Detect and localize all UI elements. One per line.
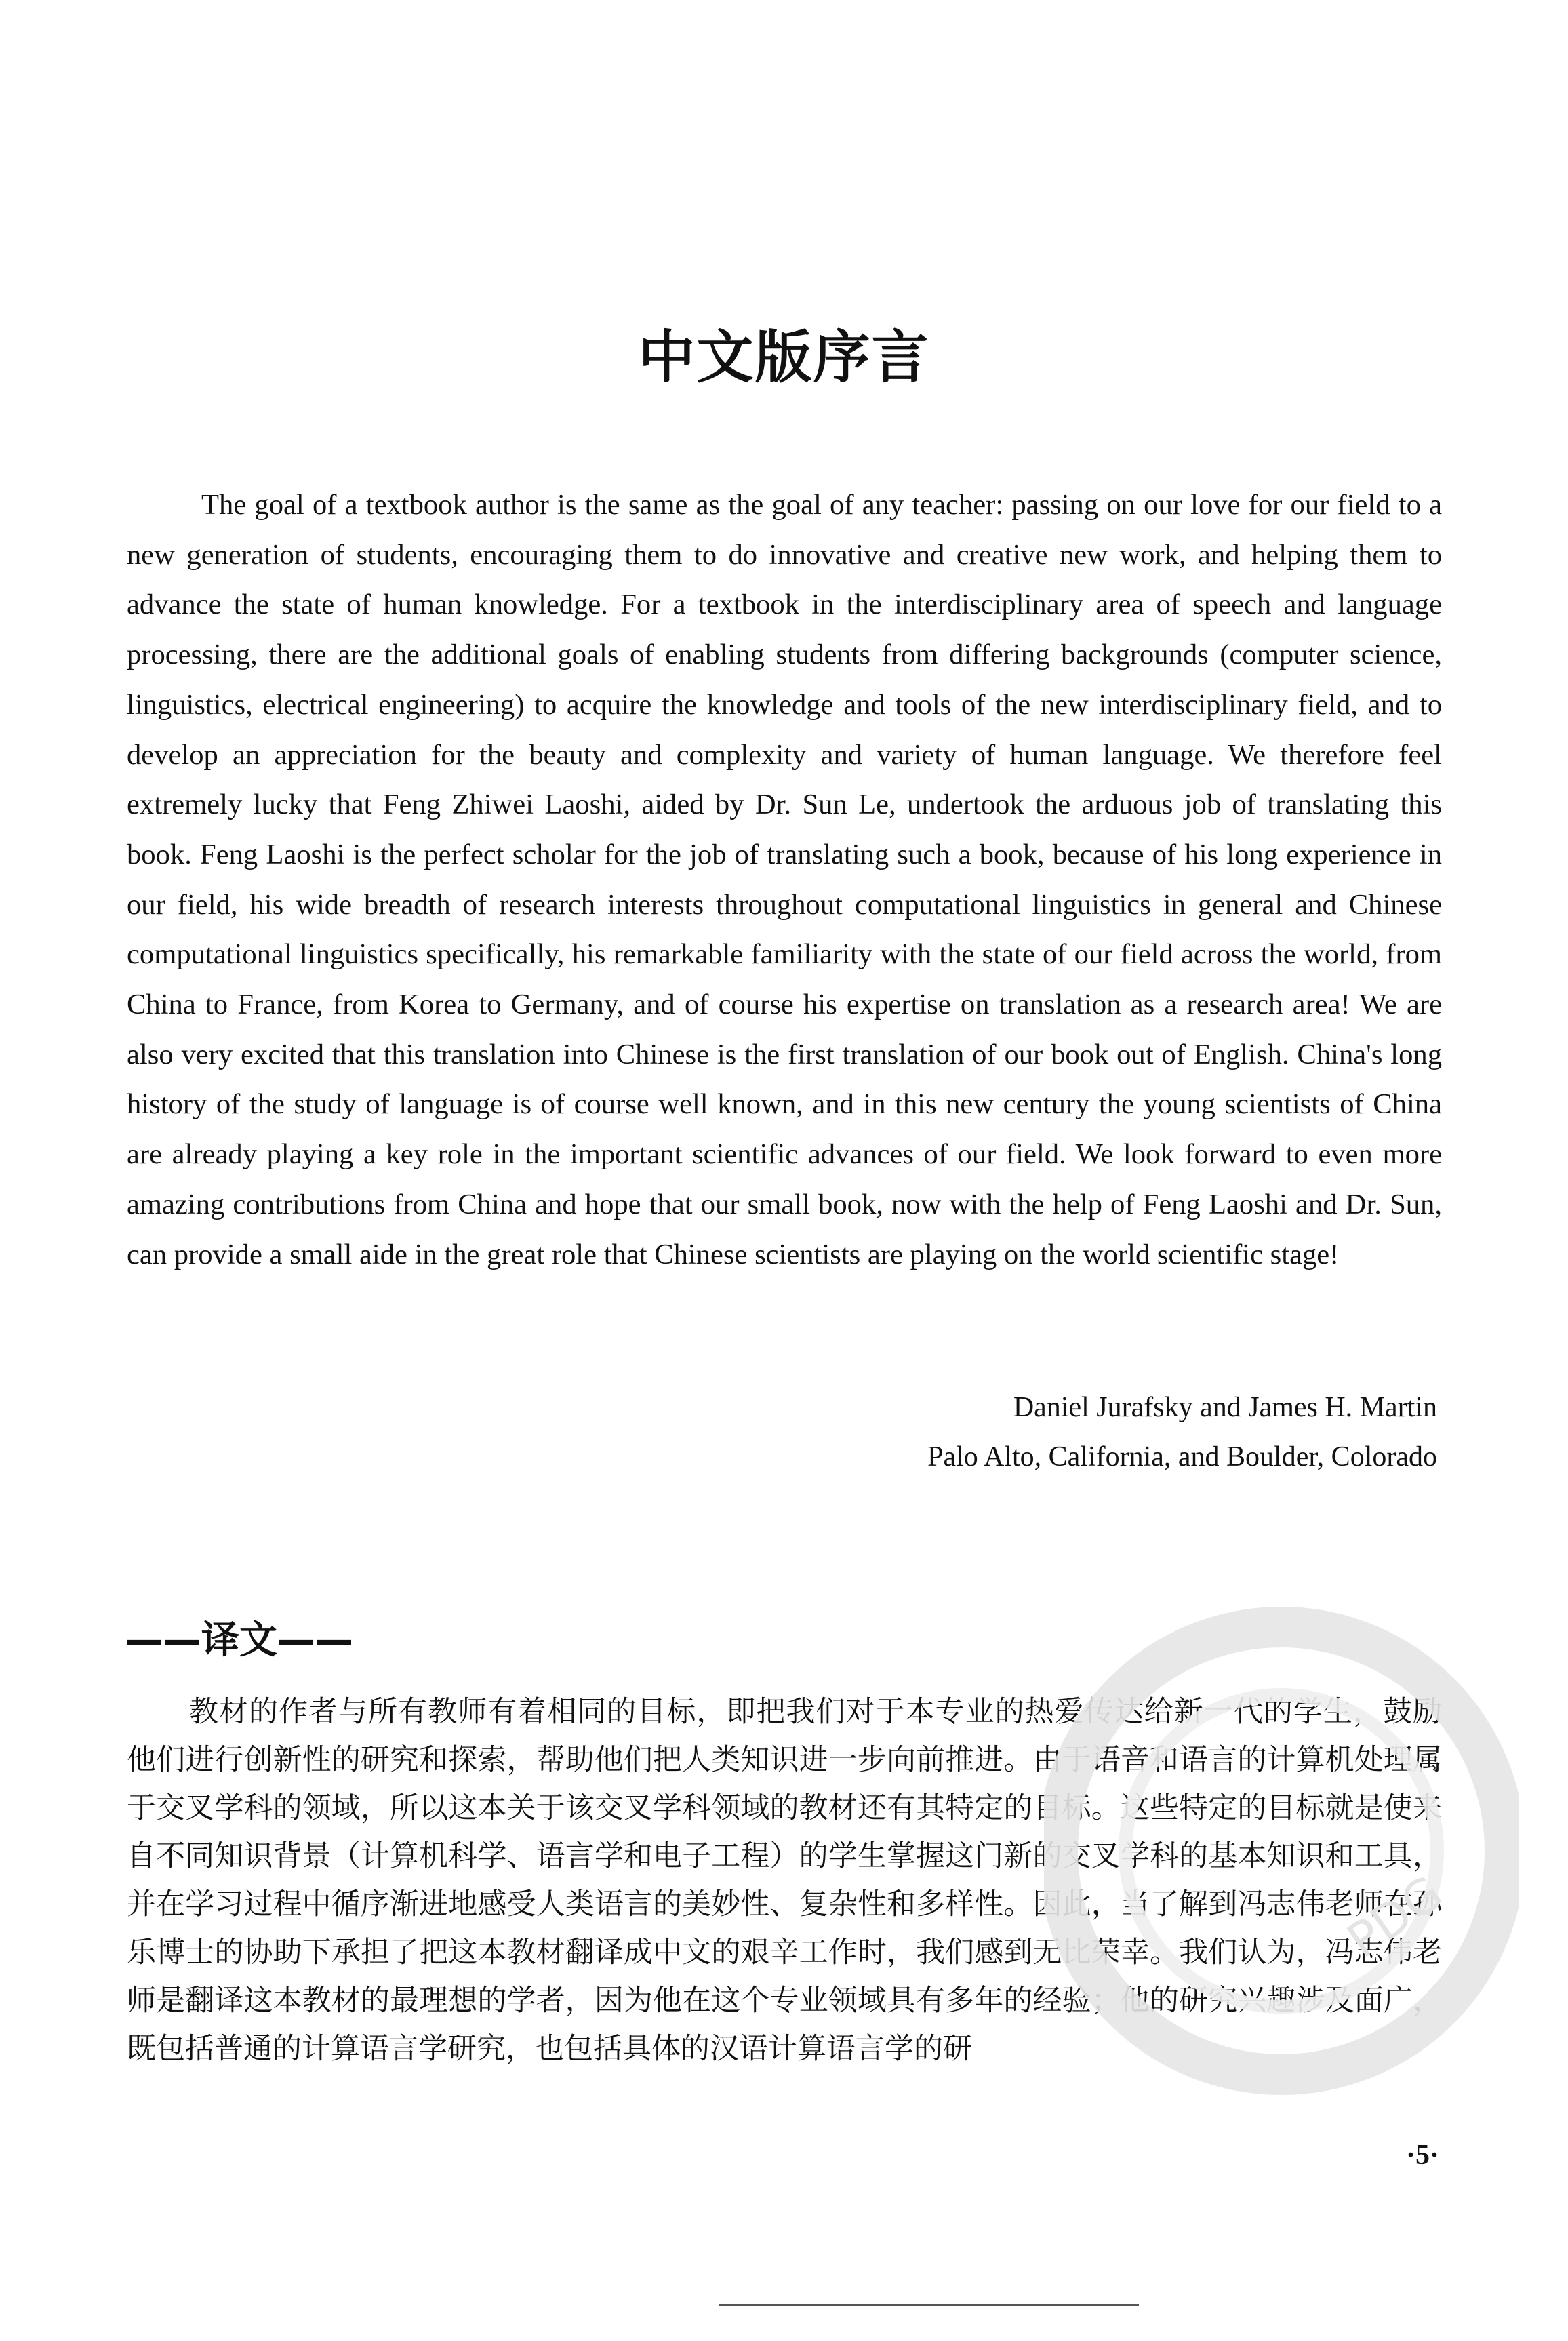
- signature-authors: Daniel Jurafsky and James H. Martin: [1013, 1392, 1437, 1423]
- watermark-text: PDG: [1337, 1864, 1453, 1969]
- page-title: 中文版序言: [638, 324, 930, 391]
- signature-block: [927, 1383, 1437, 1482]
- page-number: ·5·: [1405, 2140, 1439, 2171]
- preface-english-paragraph: The goal of a textbook author is the same as the goal of any teacher: passing on our love for our field to a new generation of students, encouraging them to do innovative and creative new work, and helping them to advance the state of human knowledge. For a textbook in the interdisciplinary area of speech and language processing, there are the additional goals of enabling students from differing backgrounds (computer science, linguistics, electrical engineering) to acquire the knowledge and tools of the new interdisciplinary field, and to develop an appreciation for the beauty and complexity and variety of human language. We therefore feel extremely lucky that Feng Zhiwei Laoshi, aided by Dr. Sun Le, undertook the arduous job of translating this book. Feng Laoshi is the perfect scholar for the job of translating such a book, because of his long experience in our field, his wide breadth of research interests throughout computational linguistics in general and Chinese computational linguistics specifically, his remarkable familiarity with the state of our field across the world, from China to France, from Korea to Germany, and of course his expertise on translation as a research area! We are also very excited that this translation into Chinese is the first translation of our book out of English. China's long history of the study of language is of course well known, and in this new century the young scientists of China are already playing a key role in the important scientific advances of our field. We look forward to even more amazing contributions from China and hope that our small book, now with the help of Feng Laoshi and Dr. Sun, can provide a small aide in the great role that Chinese scientists are playing on the world scientific stage!: [127, 489, 1442, 1270]
- translation-heading: ——译文——: [125, 1618, 353, 1662]
- signature-location: Palo Alto, California, and Boulder, Colorado: [927, 1441, 1437, 1473]
- translation-chinese-paragraph: 教材的作者与所有教师有着相同的目标，即把我们对于本专业的热爱传达给新一代的学生，鼓励他们进行创新性的研究和探索，帮助他们把人类知识进一步向前推进。由于语音和语言的计算机处理属于交叉学科的领域，所以这本关于该交叉学科领域的教材还有其特定的目标。这些特定的目标就是使来自不同知识背景（计算机科学、语言学和电子工程）的学生掌握这门新的交叉学科的基本知识和工具，并在学习过程中循序渐进地感受人类语言的美妙性、复杂性和多样性。因此，当了解到冯志伟老师在孙乐博士的协助下承担了把这本教材翻译成中文的艰辛工作时，我们感到无比荣幸。我们认为，冯志伟老师是翻译这本教材的最理想的学者，因为他在这个专业领域具有多年的经验；他的研究兴趣涉及面广，既包括普通的计算语言学研究，也包括具体的汉语计算语言学的研: [127, 1695, 1442, 2066]
- bottom-rule: [719, 2304, 1139, 2306]
